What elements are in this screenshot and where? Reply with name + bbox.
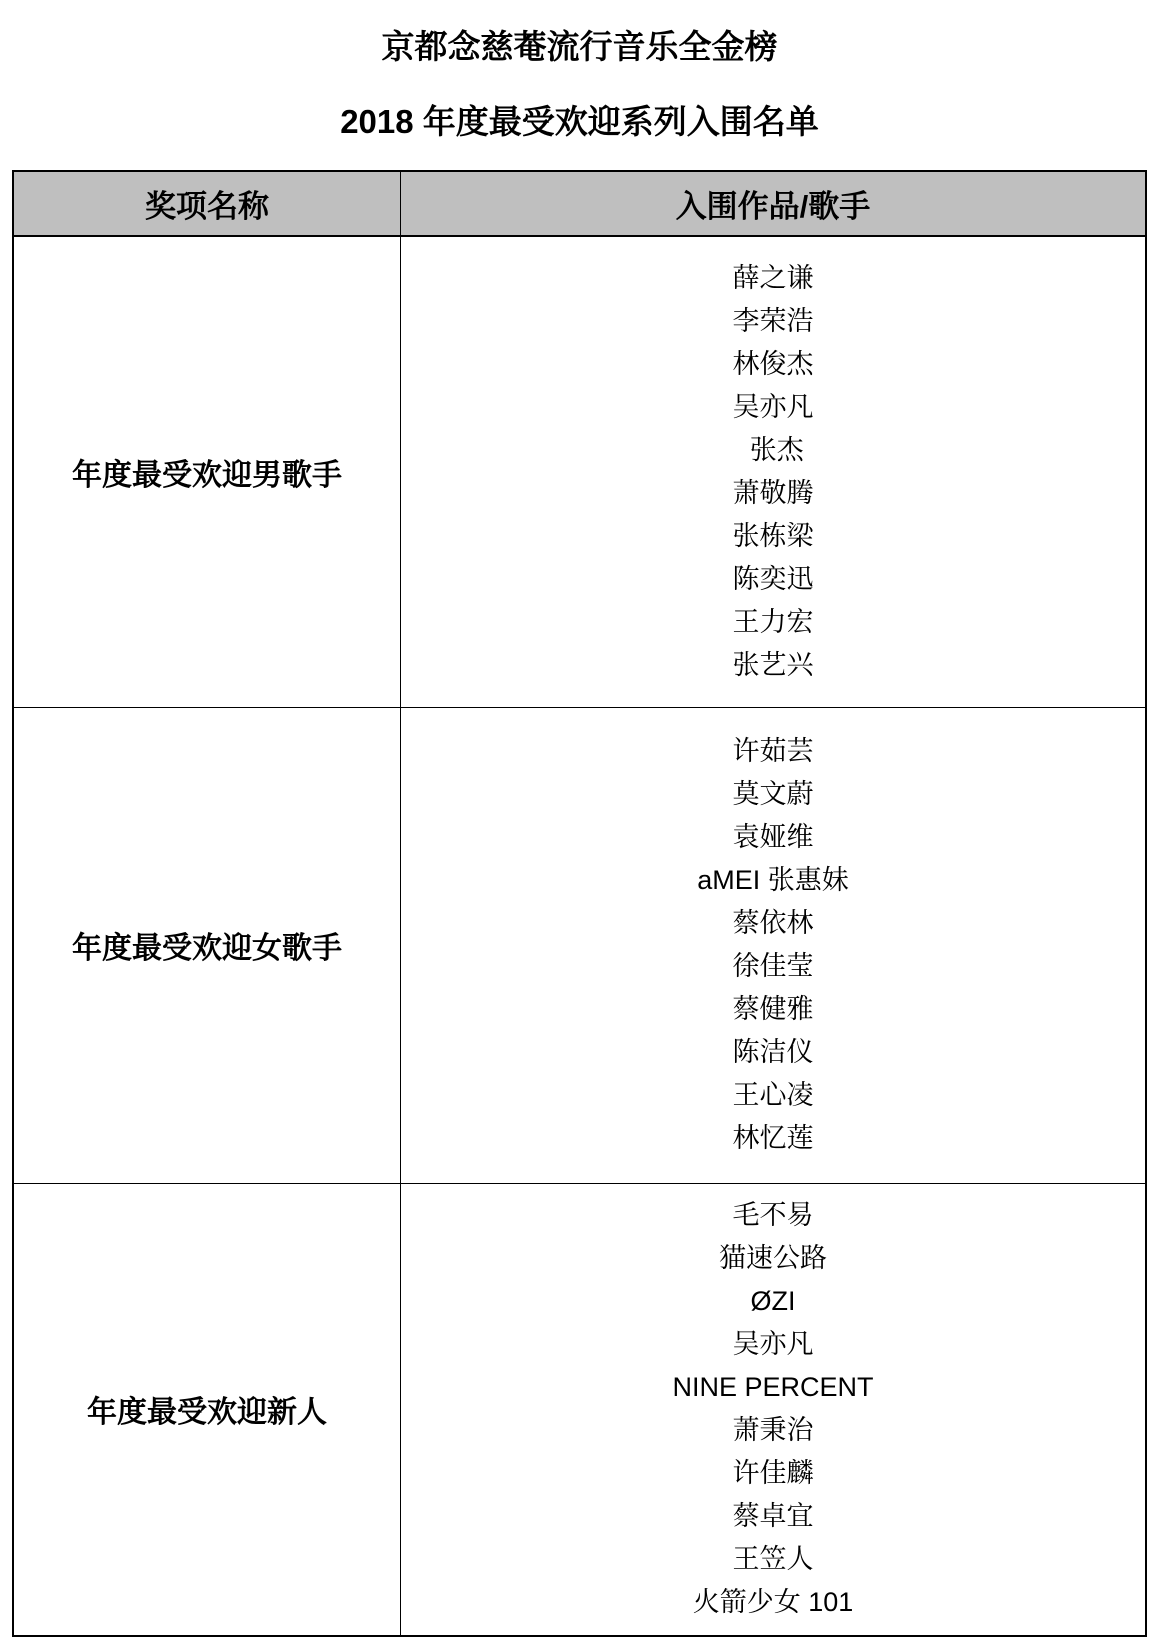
nominee-line: 林俊杰 (732, 348, 814, 379)
table-body (13, 236, 1146, 1636)
nominee-line: 张艺兴 (732, 649, 814, 680)
nominees-cell (400, 707, 1146, 1183)
column-header-award: 奖项名称 (13, 171, 400, 236)
nominee-line: 陈洁仪 (732, 1037, 814, 1067)
nominee-line: 许佳麟 (732, 1458, 814, 1489)
nominee-line: 毛不易 (732, 1200, 814, 1231)
nominee-line: 袁娅维 (732, 822, 814, 852)
table-row (13, 707, 1146, 1183)
nominee-line: 吴亦凡 (732, 391, 814, 422)
nominee-line: NINE PERCENT (672, 1372, 874, 1403)
nominees-cell (400, 236, 1146, 707)
nominee-line: 薛之谦 (732, 262, 814, 293)
nominee-line: 莫文蔚 (732, 779, 814, 809)
nominee-line: 李荣浩 (732, 305, 814, 336)
nominee-line: 许茹芸 (732, 736, 814, 766)
column-header-nominees: 入围作品/歌手 (400, 171, 1146, 236)
nominee-line: 吴亦凡 (732, 1329, 814, 1360)
document-title: 京都念慈菴流行音乐全金榜 (381, 28, 778, 65)
document-subtitle: 2018 年度最受欢迎系列入围名单 (340, 103, 819, 140)
nominee-line: 猫速公路 (718, 1243, 827, 1274)
nominee-line: 蔡依林 (732, 908, 814, 938)
nominee-line: 徐佳莹 (732, 951, 814, 981)
award-name-cell: 年度最受欢迎女歌手 (13, 707, 400, 1183)
nominee-line: 萧秉治 (732, 1415, 814, 1446)
nominee-line: ØZI (750, 1286, 796, 1317)
nominee-line: 王笠人 (732, 1544, 814, 1575)
award-name-cell: 年度最受欢迎新人 (13, 1183, 400, 1636)
nominee-line: 陈奕迅 (732, 563, 814, 594)
nominees-cell (400, 1183, 1146, 1636)
nominee-line: 林忆莲 (732, 1123, 814, 1153)
nominee-line: aMEI 张惠妹 (697, 865, 849, 895)
table-header-row (13, 171, 1146, 236)
nominee-line: 王心凌 (732, 1080, 814, 1110)
table-row (13, 236, 1146, 707)
award-name-cell: 年度最受欢迎男歌手 (13, 236, 400, 707)
nominee-line: 萧敬腾 (732, 477, 814, 508)
table-header (13, 171, 1146, 236)
table-row (13, 1183, 1146, 1636)
nominee-line: 张栋梁 (732, 520, 814, 551)
nominee-line: 蔡卓宜 (732, 1501, 814, 1532)
nominee-line: 火箭少女 101 (692, 1587, 854, 1618)
nominee-line: 张杰 (742, 434, 804, 465)
nominees-table (12, 170, 1147, 1637)
nominee-line: 王力宏 (732, 606, 814, 637)
nominee-line: 蔡健雅 (732, 994, 814, 1024)
